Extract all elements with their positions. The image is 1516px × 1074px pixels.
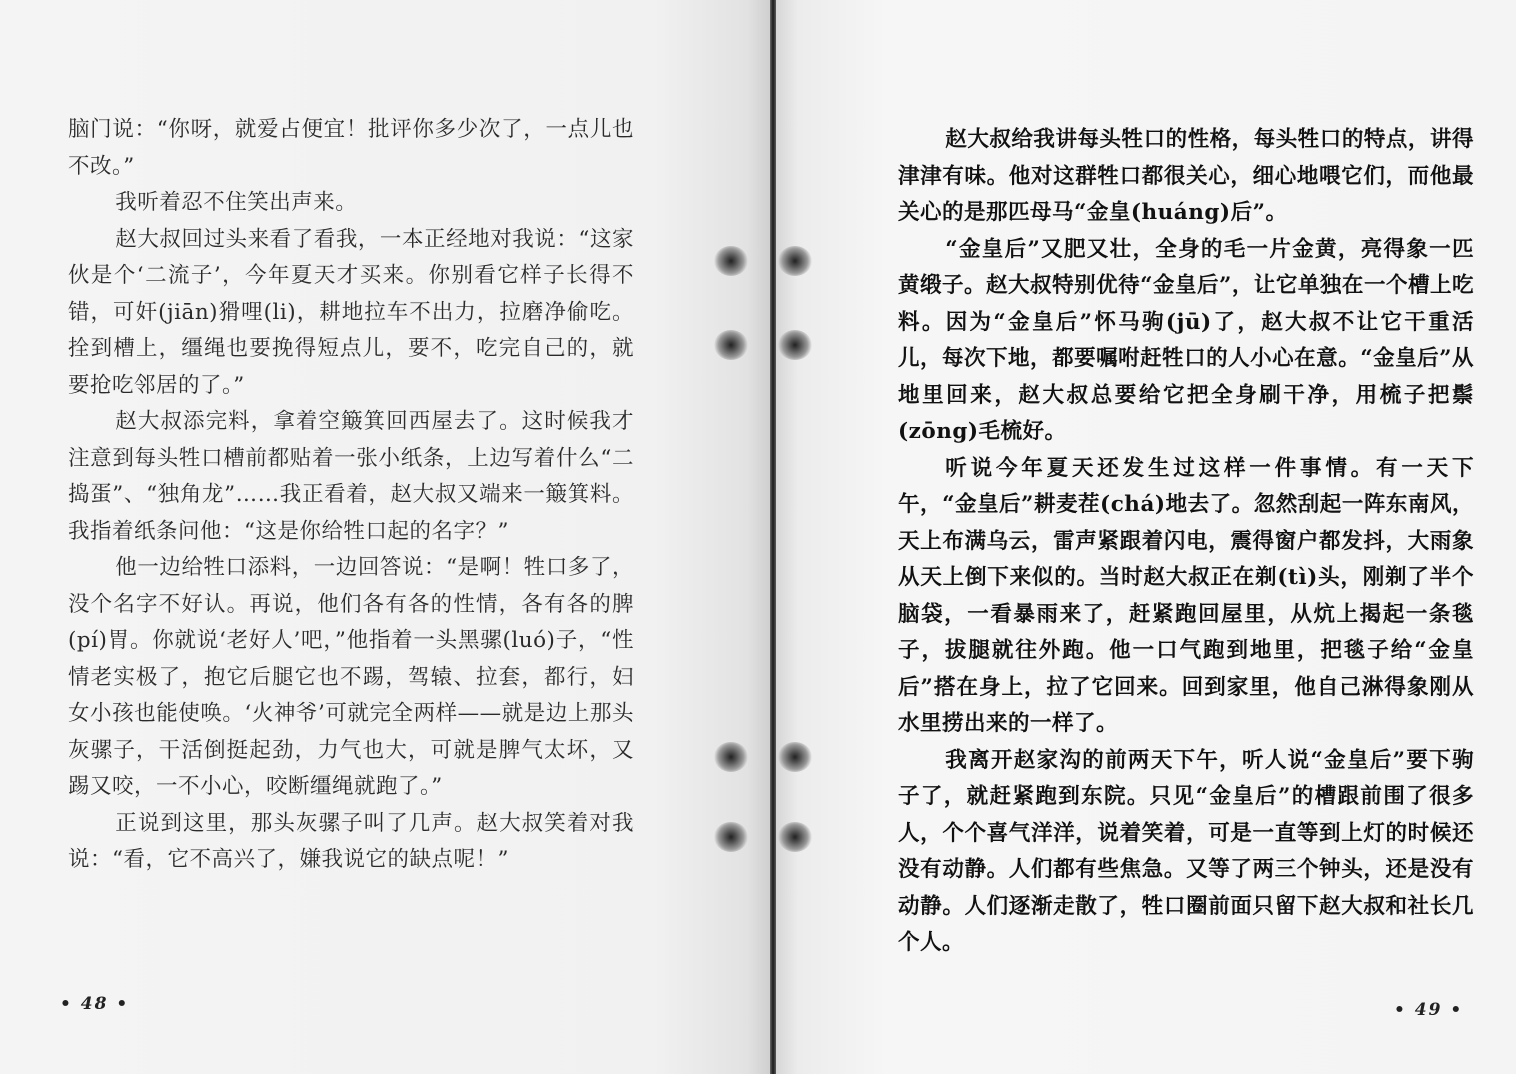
paragraph: 听说今年夏天还发生过这样一件事情。有一天下午，“金皇后”耕麦茬(chá)地去了。忽然刮起一阵东南风，天上布满乌云，雷声紧跟着闪电，震得窗户都发抖，大雨象从天上倒下来似的。当时赵大叔正在剃(tì)头，刚剃了半个脑袋，一看暴雨来了，赶紧跑回屋里，从炕上揭起一条毯子，拔腿就往外跑。他一口气跑到地里，把毯子给“金皇后”搭在身上，拉了它回来。回到家里，他自己淋得象刚从水里捞出来的一样了。	[898, 455, 1474, 736]
binding-hole	[778, 330, 812, 360]
paragraph: 他一边给牲口添料，一边回答说：“是啊！牲口多了，没个名字不好认。再说，他们各有各的性情，各有各的脾(pí)胃。你就说‘老好人’吧，”他指着一头黑骡(luó)子，“性情老实极了，抱它后腿它也不踢，驾辕、拉套，都行，妇女小孩也能使唤。‘火神爷’可就完全两样——就是边上那头灰骡子，干活倒挺起劲，力气也大，可就是脾气太坏，又踢又咬，一不小心，咬断缰绳就跑了。”	[68, 555, 634, 799]
paragraph: 赵大叔添完料，拿着空簸箕回西屋去了。这时候我才注意到每头牲口槽前都贴着一张小纸条，上边写着什么“二捣蛋”、“独角龙”……我正看着，赵大叔又端来一簸箕料。我指着纸条问他：“这是你给牲口起的名字？”	[68, 409, 634, 544]
binding-hole	[714, 742, 748, 772]
binding-hole	[714, 330, 748, 360]
paragraph: 脑门说：“你呀，就爱占便宜！批评你多少次了，一点儿也不改。”	[68, 117, 634, 179]
paragraph: 正说到这里，那头灰骡子叫了几声。赵大叔笑着对我说：“看，它不高兴了，嫌我说它的缺点呢！”	[68, 810, 634, 872]
paragraph: 赵大叔给我讲每头牲口的性格，每头牲口的特点，讲得津津有味。他对这群牲口都很关心，细心地喂它们，而他最关心的是那匹母马“金皇(huáng)后”。	[898, 127, 1474, 225]
page-number: • 49 •	[1394, 1000, 1464, 1020]
left-page-text	[68, 112, 634, 879]
paragraph: 我听着忍不住笑出声来。	[115, 190, 358, 215]
binding-hole	[714, 822, 748, 852]
paragraph: 我离开赵家沟的前两天下午，听人说“金皇后”要下驹子了，就赶紧跑到东院。只见“金皇后”的槽跟前围了很多人，个个喜气洋洋，说着笑着，可是一直等到上灯的时候还没有动静。人们都有些焦急。又等了两三个钟头，还是没有动静。人们逐渐走散了，牲口圈前面只留下赵大叔和社长几个人。	[898, 747, 1474, 955]
binding-hole	[778, 246, 812, 276]
binding-hole	[714, 246, 748, 276]
page-number: • 48 •	[60, 994, 130, 1014]
paragraph: 赵大叔回过头来看了看我，一本正经地对我说：“这家伙是个‘二流子’，今年夏天才买来。你别看它样子长得不错，可奸(jiān)猾哩(li)，耕地拉车不出力，拉磨净偷吃。拴到槽上，缰绳也要挽得短点儿，要不，吃完自己的，就要抢吃邻居的了。”	[68, 226, 634, 398]
binding-hole	[778, 822, 812, 852]
right-page-text	[898, 122, 1474, 962]
binding-hole	[778, 742, 812, 772]
right-page	[776, 0, 1516, 1074]
paragraph: “金皇后”又肥又壮，全身的毛一片金黄，亮得象一匹黄缎子。赵大叔特别优待“金皇后”，让它单独在一个槽上吃料。因为“金皇后”怀马驹(jū)了，赵大叔不让它干重活儿，每次下地，都要嘱咐赶牲口的人小心在意。“金皇后”从地里回来，赵大叔总要给它把全身刷干净，用梳子把鬃(zōng)毛梳好。	[898, 236, 1474, 444]
